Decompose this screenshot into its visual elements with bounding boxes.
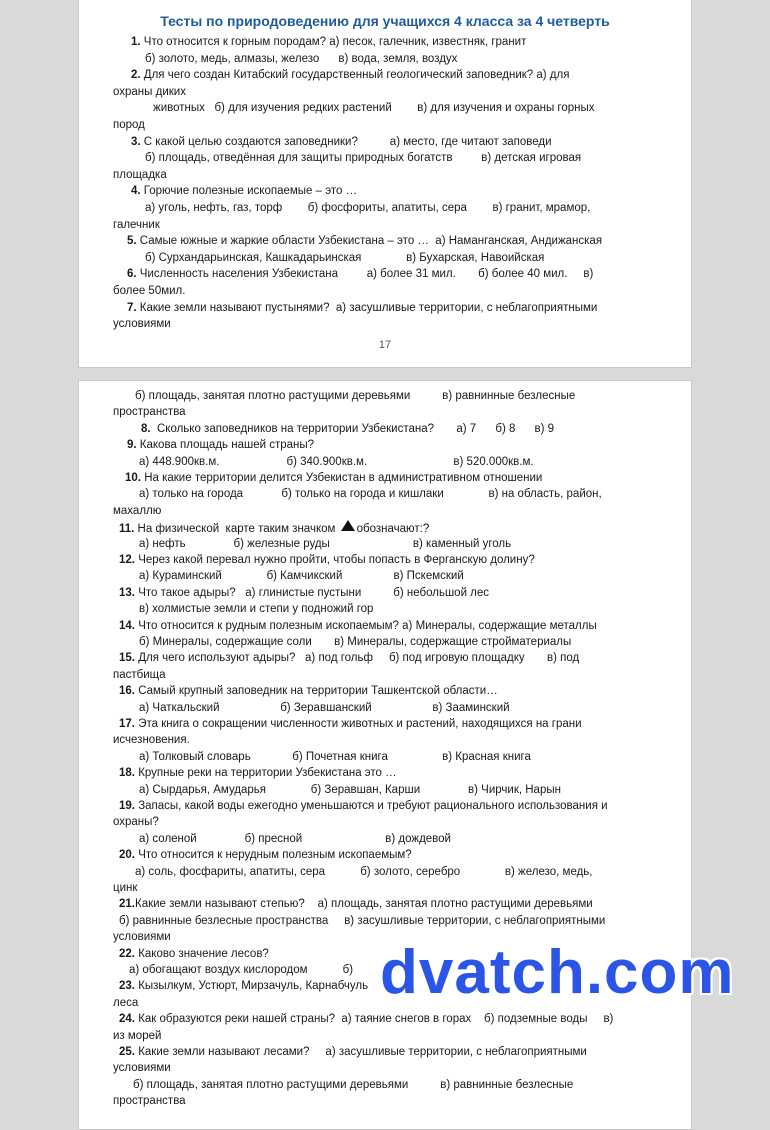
question-text: а) обогащают воздух кислородом б): [129, 964, 354, 976]
question-number: 16.: [119, 685, 135, 698]
question-line: [113, 218, 160, 232]
question-line: [113, 118, 145, 132]
question-line: [153, 101, 595, 115]
question-text: б) площадь, отведённая для защиты природных богатств в) детская игровая: [145, 152, 582, 165]
question-number: 5.: [127, 235, 137, 248]
question-number: 2.: [131, 69, 141, 82]
question-text: Что относится к рудным полезным ископаемым? а) Минералы, содержащие металлы: [135, 619, 597, 632]
question-line: [119, 651, 579, 665]
question-text: животных б) для изучения редких растений в) для изучения и охраны горных: [153, 102, 595, 115]
question-line: [113, 405, 186, 419]
question-text: Какие земли называют лесами? а) засушливые территории, с неблагоприятными: [135, 1046, 587, 1058]
question-text: Каково значение лесов?: [135, 947, 269, 960]
question-text: Самые южные и жаркие области Узбекистана – это … а) Наманганская, Андижанская: [136, 235, 603, 248]
question-line: [135, 389, 575, 403]
question-text: Численность населения Узбекистана а) более 31 мил. б) более 40 мил. в): [136, 268, 594, 281]
question-text: а) уголь, нефть, газ, торф б) фосфориты, апатиты, сера в) гранит, мрамор,: [145, 202, 591, 214]
question-line: [113, 881, 137, 895]
question-text: условиями: [113, 931, 171, 944]
question-line: [127, 267, 593, 281]
question-text: Для чего создан Китабский государственный геологический заповедник? а) для: [140, 69, 570, 82]
question-number: 24.: [119, 1013, 135, 1026]
question-line: [113, 504, 161, 518]
question-number: 13.: [119, 586, 135, 599]
question-number: 15.: [119, 652, 135, 665]
question-line: [139, 832, 451, 846]
question-line: [119, 553, 535, 567]
question-text: Кызылкум, Устюрт, Мирзачуль, Карнабчуль: [135, 980, 369, 993]
question-line: [119, 979, 368, 993]
question-number: 6.: [127, 268, 137, 281]
question-text: цинк: [113, 882, 138, 894]
question-text: пространства: [113, 406, 186, 419]
question-line: [139, 455, 534, 469]
question-text-tail: обозначают:?: [356, 523, 430, 536]
question-line: [145, 52, 457, 66]
question-line: [113, 1094, 186, 1108]
question-number: 17.: [119, 718, 135, 730]
question-line: [119, 1045, 587, 1059]
question-line: [145, 201, 590, 215]
question-line: [139, 750, 531, 764]
question-text: галечник: [113, 218, 160, 231]
question-line: [145, 151, 581, 165]
question-text: С какой целью создаются заповедники? а) место, где читают заповеди: [140, 135, 552, 148]
question-number: 4.: [131, 185, 141, 198]
question-text: Сколько заповедников на территории Узбекистана? а) 7 б) 8 в) 9: [150, 422, 555, 435]
question-line: [119, 766, 397, 780]
question-line: [113, 930, 171, 944]
page-18: [78, 380, 692, 1130]
question-text: в) холмистые земли и степи у подножий гор: [139, 603, 374, 616]
question-line: [113, 1029, 161, 1043]
question-line: [113, 317, 171, 331]
question-text: условиями: [113, 1062, 171, 1075]
watermark: dvatch.com: [380, 938, 735, 1007]
question-number: 10.: [125, 472, 141, 484]
question-text: а) Кураминский б) Камчикский в) Пскемский: [139, 570, 464, 583]
mountain-symbol-icon: [341, 520, 355, 531]
question-text: из морей: [113, 1029, 162, 1042]
question-line: [145, 251, 544, 265]
question-number: 12.: [119, 554, 135, 566]
question-text: а) Толковый словарь б) Почетная книга в) Красная книга: [139, 750, 531, 763]
question-line: [133, 1078, 573, 1092]
question-text: Какие земли называют пустынями? а) засушливые территории, с неблагоприятными: [136, 301, 598, 314]
question-line: [113, 733, 190, 747]
question-text: Эта книга о сокращении численности животных и растений, находящихся на грани: [135, 718, 582, 730]
question-number: 22.: [119, 947, 135, 960]
question-line: [119, 799, 608, 813]
question-line: [139, 783, 561, 797]
question-text: Запасы, какой воды ежегодно уменьшаются и требуют рационального использования и: [135, 800, 608, 812]
question-text: леса: [113, 996, 139, 1009]
question-number: 7.: [127, 301, 137, 314]
question-line: [119, 947, 269, 961]
question-text: б) площадь, занятая плотно растущими деревьями в) равнинные безлесные: [133, 1078, 574, 1091]
page-17: [78, 0, 692, 368]
question-text: исчезновения.: [113, 734, 190, 747]
question-text: Какие земли называют степью? а) площадь, занятая плотно растущими деревьями: [135, 898, 593, 911]
question-text: Самый крупный заповедник на территории Ташкентской области…: [135, 685, 498, 698]
question-text: б) равнинные безлесные пространства в) засушливые территории, с неблагоприятными: [119, 914, 606, 927]
question-number: 18.: [119, 767, 135, 780]
question-line: [119, 914, 605, 928]
question-text: Через какой перевал нужно пройти, чтобы попасть в Ферганскую долину?: [135, 554, 535, 566]
question-line: [127, 301, 597, 315]
question-number: 1.: [131, 36, 141, 48]
question-number: 25.: [119, 1046, 135, 1058]
question-line: [131, 135, 552, 149]
question-text: пространства: [113, 1095, 186, 1108]
question-text: Что такое адыры? а) глинистые пустыни б) небольшой лес: [135, 586, 490, 599]
question-number: 19.: [119, 800, 135, 812]
question-text: условиями: [113, 318, 171, 331]
question-line: [139, 569, 464, 583]
question-line: [127, 234, 602, 248]
question-line: [139, 635, 571, 649]
question-text: площадка: [113, 168, 167, 181]
question-line: [113, 815, 159, 829]
question-text: Для чего используют адыры? а) под гольф б) под игровую площадку в) под: [135, 652, 580, 665]
question-text: Горючие полезные ископаемые – это …: [140, 185, 358, 198]
question-number: 11.: [119, 523, 135, 536]
question-line: [113, 284, 185, 298]
question-text: охраны?: [113, 816, 159, 829]
question-number: 8.: [141, 422, 151, 435]
question-number: 9.: [127, 439, 137, 452]
question-number: 14.: [119, 619, 135, 632]
question-text: Крупные реки на территории Узбекистана это …: [135, 767, 397, 780]
question-text: б) площадь, занятая плотно растущими деревьями в) равнинные безлесные: [135, 390, 576, 402]
question-text: а) только на города б) только на города и кишлаки в) на область, район,: [139, 488, 602, 501]
question-line: [139, 602, 373, 616]
question-text: а) Чаткальский б) Зеравшанский в) Зааминский: [139, 701, 510, 714]
question-line: [139, 537, 511, 551]
question-line: [113, 85, 186, 99]
question-number: 20.: [119, 849, 135, 862]
question-text: На какие территории делится Узбекистан в административном отношении: [141, 472, 543, 484]
question-line: [119, 586, 489, 600]
question-line: [119, 848, 412, 862]
question-line: [113, 168, 167, 182]
question-text: а) соль, фосфариты, апатиты, сера б) золото, серебро в) железо, медь,: [135, 865, 593, 878]
question-line: [119, 1012, 613, 1026]
question-text: пород: [113, 119, 145, 131]
page-title: Тесты по природоведению для учащихся 4 класса за 4 четверть: [160, 13, 610, 29]
question-text: б) Минералы, содержащие соли в) Минералы, содержащие стройматериалы: [139, 636, 572, 648]
question-text: более 50мил.: [113, 285, 186, 297]
question-line: [127, 438, 314, 452]
question-text: Что относится к горным породам? а) песок, галечник, известняк, гранит: [140, 36, 527, 48]
question-line: [129, 963, 353, 977]
question-text: махаллю: [113, 504, 162, 517]
question-text: а) нефть б) железные руды в) каменный уголь: [139, 537, 512, 550]
question-line: [131, 35, 526, 49]
page-number: 17: [378, 339, 392, 351]
question-line: [131, 68, 569, 82]
question-text: Как образуются реки нашей страны? а) таяние снегов в горах б) подземные воды в): [135, 1013, 614, 1026]
question-text: Что относится к нерудным полезным ископаемым?: [135, 849, 412, 862]
question-number: 23.: [119, 980, 135, 993]
question-text: а) соленой б) пресной в) дождевой: [139, 832, 451, 845]
question-line: [113, 996, 138, 1010]
question-line: [131, 184, 357, 198]
question-line: [125, 471, 542, 485]
question-line: [141, 422, 554, 436]
question-text: На физической карте таким значком: [134, 523, 339, 536]
question-line: [119, 717, 582, 731]
question-line: [113, 1061, 171, 1075]
question-line: [119, 619, 597, 633]
question-line: [113, 668, 166, 682]
question-line: [119, 684, 498, 698]
question-line: [135, 865, 593, 879]
question-text: пастбища: [113, 668, 166, 681]
question-line: [119, 520, 429, 536]
question-text: охраны диких: [113, 85, 186, 98]
question-number: 3.: [131, 135, 141, 148]
question-text: а) 448.900кв.м. б) 340.900кв.м. в) 520.000кв.м.: [139, 455, 534, 468]
question-text: б) золото, медь, алмазы, железо в) вода, земля, воздух: [145, 52, 458, 65]
question-number: 21.: [119, 898, 135, 911]
question-line: [139, 487, 602, 501]
question-text: б) Сурхандарьинская, Кашкадарьинская в) Бухарская, Навоийская: [145, 251, 545, 264]
question-line: [139, 701, 510, 715]
question-line: [119, 897, 593, 911]
question-text: а) Сырдарья, Амударья б) Зеравшан, Карши в) Чирчик, Нарын: [139, 783, 561, 796]
question-text: Какова площадь нашей страны?: [136, 439, 315, 452]
